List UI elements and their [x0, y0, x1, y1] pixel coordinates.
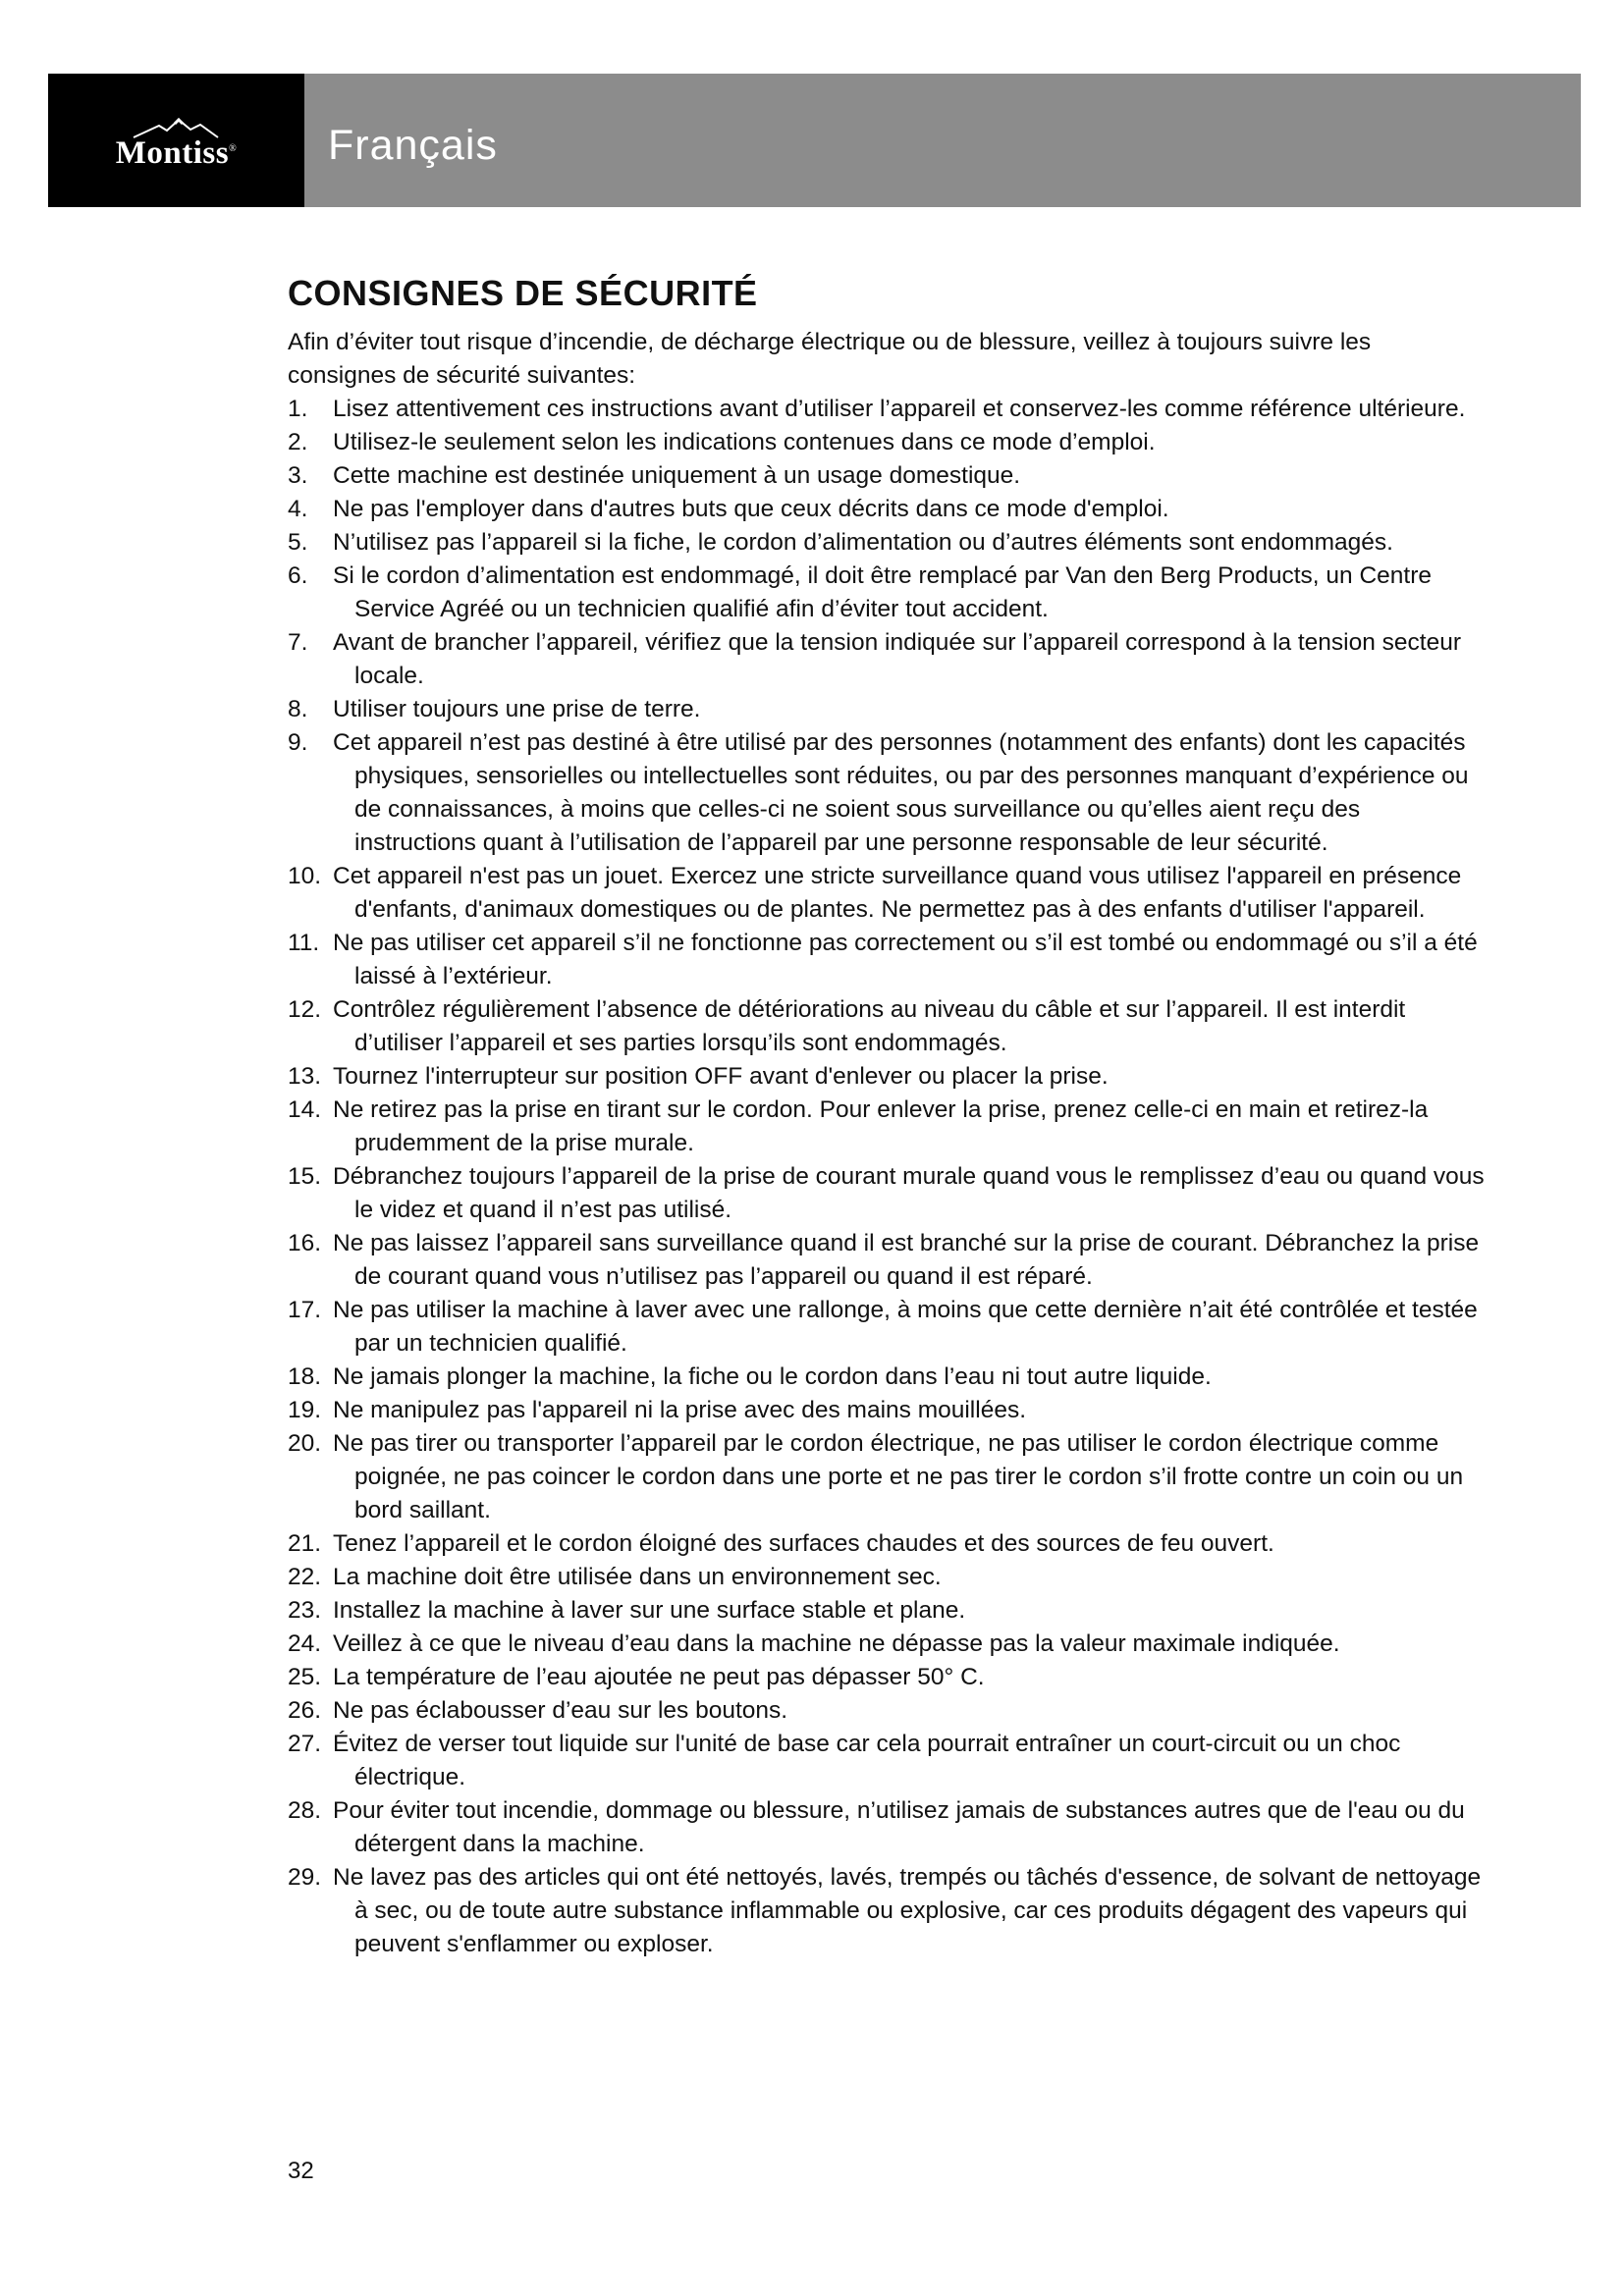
list-item: [288, 1527, 1486, 1561]
registered-mark: ®: [229, 142, 238, 154]
list-item: [288, 526, 1486, 560]
list-item: [288, 1561, 1486, 1594]
item-number: 26.: [288, 1696, 322, 1724]
item-text: Veillez à ce que le niveau d’eau dans la machine ne dépasse pas la valeur maximale indiquée.: [333, 1629, 1340, 1657]
list-item: [288, 626, 1486, 693]
item-text: Cet appareil n’est pas destiné à être utilisé par des personnes (notamment des enfants) dont les capacités physiques, sensorielles ou intellectuelles sont réduites, ou par des personnes manquant d’expérience ou de connaissances, à moins que celles-ci ne soient sous surveillance ou qu’elles aient reçu des instructions quant à l’utilisation de l’appareil par une personne responsable de leur sécurité.: [333, 728, 1469, 856]
item-text: Débranchez toujours l’appareil de la prise de courant murale quand vous le remplissez d’eau ou quand vous le videz et quand il n’est pas utilisé.: [333, 1162, 1485, 1223]
item-text: Ne pas éclabousser d’eau sur les boutons.: [333, 1696, 788, 1724]
list-item: [288, 860, 1486, 927]
item-text: Tournez l'interrupteur sur position OFF avant d'enlever ou placer la prise.: [333, 1062, 1109, 1090]
list-item: [288, 493, 1486, 526]
item-number: 25.: [288, 1663, 322, 1690]
list-item: [288, 1628, 1486, 1661]
list-item: [288, 1294, 1486, 1361]
page-header: [48, 74, 1581, 207]
item-text: Ne pas laissez l’appareil sans surveillance quand il est branché sur la prise de courant. Débranchez la prise de courant quand vous n’utilisez pas l’appareil ou quand il est réparé.: [333, 1229, 1480, 1290]
list-item: [288, 1861, 1486, 1961]
list-item: [288, 1694, 1486, 1728]
item-number: 14.: [288, 1095, 322, 1123]
item-text: Ne pas tirer ou transporter l’appareil par le cordon électrique, ne pas utiliser le cordon électrique comme poignée, ne pas coincer le cordon dans une porte et ne pas tirer le cordon s’il frotte contre un coin ou un bord saillant.: [333, 1429, 1464, 1523]
brand-name: Montiss®: [115, 134, 238, 171]
item-number: 23.: [288, 1596, 322, 1624]
item-number: 27.: [288, 1730, 322, 1757]
safety-list: [288, 393, 1486, 1961]
section-title: CONSIGNES DE SÉCURITÉ: [288, 273, 758, 313]
list-item: [288, 927, 1486, 993]
item-number: 15.: [288, 1162, 322, 1190]
item-text: Si le cordon d’alimentation est endommagé, il doit être remplacé par Van den Berg Products, un Centre Service Agréé ou un technicien qualifié afin d’éviter tout accident.: [333, 561, 1432, 622]
item-text: Ne pas l'employer dans d'autres buts que ceux décrits dans ce mode d'emploi.: [333, 495, 1169, 522]
list-item: [288, 1594, 1486, 1628]
item-text: Contrôlez régulièrement l’absence de détériorations au niveau du câble et sur l’appareil. Il est interdit d’utiliser l’appareil et ses parties lorsqu’ils sont endommagés.: [333, 995, 1406, 1056]
item-number: 29.: [288, 1863, 322, 1891]
item-number: 21.: [288, 1529, 322, 1557]
item-text: Ne jamais plonger la machine, la fiche ou le cordon dans l’eau ni tout autre liquide.: [333, 1362, 1212, 1390]
item-text: Pour éviter tout incendie, dommage ou blessure, n’utilisez jamais de substances autres que de l'eau ou du détergent dans la machine.: [333, 1796, 1465, 1857]
item-number: 13.: [288, 1062, 322, 1090]
list-item: [288, 1060, 1486, 1094]
item-text: Avant de brancher l’appareil, vérifiez que la tension indiquée sur l’appareil correspond à la tension secteur locale.: [333, 628, 1462, 689]
item-number: 16.: [288, 1229, 322, 1256]
item-text: Ne lavez pas des articles qui ont été nettoyés, lavés, trempés ou tâchés d'essence, de solvant de nettoyage à sec, ou de toute autre substance inflammable ou explosive, car ces produits dégagent des vapeurs qui peuvent s'enflammer ou exploser.: [333, 1863, 1482, 1957]
item-text: Utilisez-le seulement selon les indications contenues dans ce mode d’emploi.: [333, 428, 1156, 455]
list-item: [288, 1427, 1486, 1527]
item-number: 19.: [288, 1396, 322, 1423]
item-number: 6.: [288, 561, 308, 589]
safety-section: [288, 275, 1486, 1961]
list-item: [288, 1394, 1486, 1427]
list-item: [288, 726, 1486, 860]
list-item: [288, 1794, 1486, 1861]
item-number: 28.: [288, 1796, 322, 1824]
list-item: [288, 393, 1486, 426]
list-item: [288, 1661, 1486, 1694]
item-number: 12.: [288, 995, 322, 1023]
item-text: Installez la machine à laver sur une surface stable et plane.: [333, 1596, 966, 1624]
item-number: 2.: [288, 428, 308, 455]
item-text: Lisez attentivement ces instructions avant d’utiliser l’appareil et conservez-les comme référence ultérieure.: [333, 395, 1466, 422]
item-number: 20.: [288, 1429, 322, 1457]
item-text: Tenez l’appareil et le cordon éloigné des surfaces chaudes et des sources de feu ouvert.: [333, 1529, 1274, 1557]
language-title: Français: [328, 122, 498, 169]
item-number: 18.: [288, 1362, 322, 1390]
item-number: 11.: [288, 929, 320, 956]
list-item: [288, 560, 1486, 626]
item-number: 22.: [288, 1563, 322, 1590]
list-item: [288, 426, 1486, 459]
item-text: Ne retirez pas la prise en tirant sur le cordon. Pour enlever la prise, prenez celle-ci en main et retirez-la prudemment de la prise murale.: [333, 1095, 1429, 1156]
item-text: La machine doit être utilisée dans un environnement sec.: [333, 1563, 942, 1590]
list-item: [288, 1728, 1486, 1794]
item-text: Ne manipulez pas l'appareil ni la prise avec des mains mouillées.: [333, 1396, 1027, 1423]
item-text: N’utilisez pas l’appareil si la fiche, le cordon d’alimentation ou d’autres éléments sont endommagés.: [333, 528, 1393, 556]
page-number: 32: [288, 2158, 314, 2184]
list-item: [288, 1227, 1486, 1294]
item-text: Utiliser toujours une prise de terre.: [333, 695, 701, 722]
item-number: 4.: [288, 495, 308, 522]
item-number: 17.: [288, 1296, 322, 1323]
item-number: 8.: [288, 695, 308, 722]
item-number: 7.: [288, 628, 308, 656]
list-item: [288, 1361, 1486, 1394]
item-number: 9.: [288, 728, 308, 756]
item-number: 10.: [288, 862, 322, 889]
item-text: Cet appareil n'est pas un jouet. Exercez une stricte surveillance quand vous utilisez l'appareil en présence d'enfants, d'animaux domestiques ou de plantes. Ne permettez pas à des enfants d'utiliser l'appareil.: [333, 862, 1462, 923]
brand-logo: [48, 74, 304, 207]
item-number: 3.: [288, 461, 308, 489]
language-bar: [304, 74, 1581, 207]
list-item: [288, 1094, 1486, 1160]
item-text: La température de l’eau ajoutée ne peut pas dépasser 50° C.: [333, 1663, 985, 1690]
list-item: [288, 459, 1486, 493]
item-number: 1.: [288, 395, 308, 422]
item-text: Cette machine est destinée uniquement à un usage domestique.: [333, 461, 1021, 489]
item-text: Ne pas utiliser la machine à laver avec une rallonge, à moins que cette dernière n’ait été contrôlée et testée par un technicien qualifié.: [333, 1296, 1478, 1357]
item-number: 24.: [288, 1629, 322, 1657]
item-number: 5.: [288, 528, 308, 556]
item-text: Ne pas utiliser cet appareil s’il ne fonctionne pas correctement ou s’il est tombé ou endommagé ou s’il a été laissé à l’extérieur.: [333, 929, 1478, 989]
list-item: [288, 693, 1486, 726]
list-item: [288, 1160, 1486, 1227]
intro-paragraph: Afin d’éviter tout risque d’incendie, de décharge électrique ou de blessure, veillez à toujours suivre les consignes de sécurité suivantes:: [288, 328, 1372, 389]
item-text: Évitez de verser tout liquide sur l'unité de base car cela pourrait entraîner un court-circuit ou un choc électrique.: [333, 1730, 1401, 1790]
list-item: [288, 993, 1486, 1060]
